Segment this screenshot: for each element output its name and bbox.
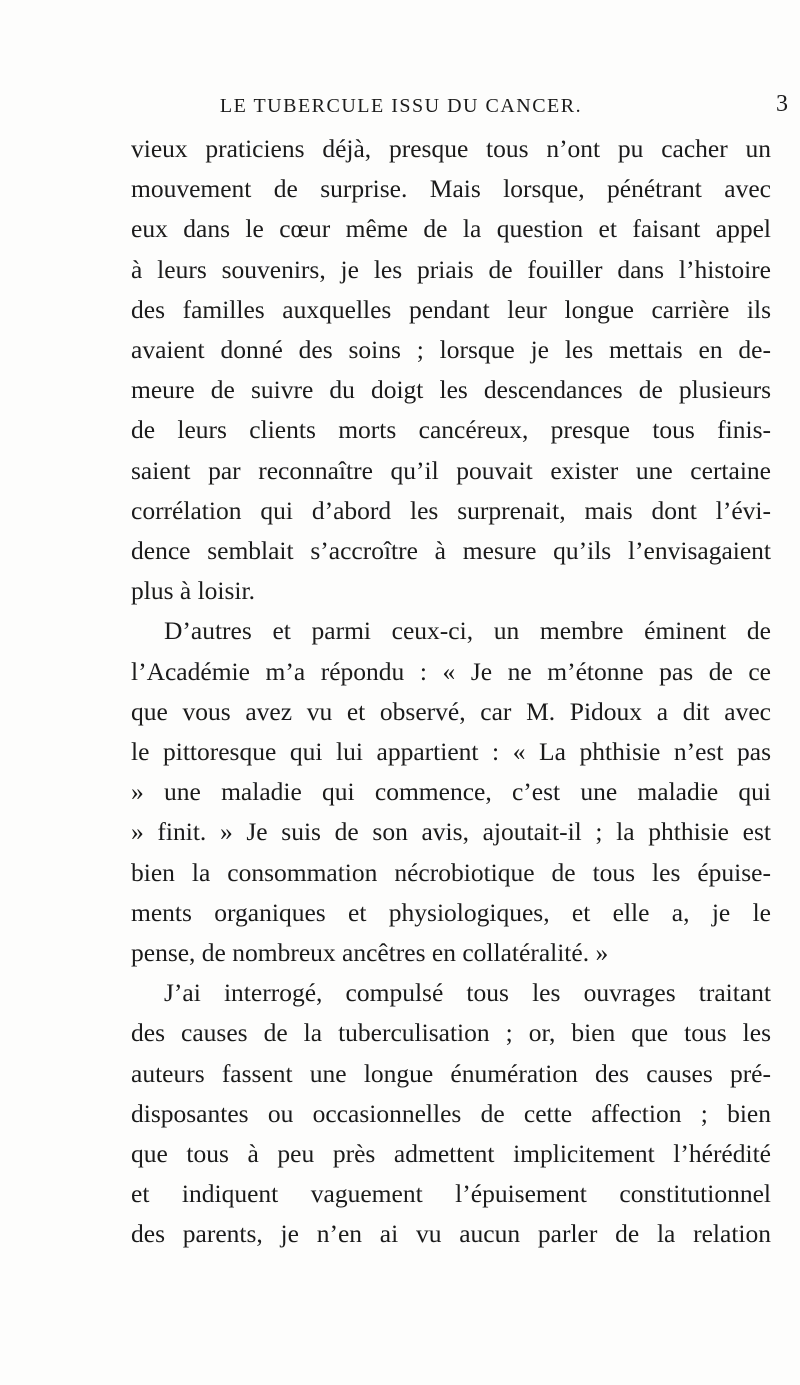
text-line: mouvement de surprise. Mais lorsque, pénétrant avec: [131, 174, 771, 204]
text-line: » une maladie qui commence, c’est une maladie qui: [131, 777, 771, 807]
text-line: dence semblait s’accroître à mesure qu’ils l’envisagaient: [131, 536, 771, 566]
text-line: meure de suivre du doigt les descendances de plusieurs: [131, 375, 771, 405]
text-line: D’autres et parmi ceux-ci, un membre éminent de: [164, 616, 771, 646]
text-line: à leurs souvenirs, je les priais de fouiller dans l’histoire: [131, 254, 771, 284]
text-line: disposantes ou occasionnelles de cette affection ; bien: [131, 1098, 771, 1128]
text-line: J’ai interrogé, compulsé tous les ouvrages traitant: [164, 978, 771, 1008]
body-text: [131, 129, 771, 1255]
text-line: vieux praticiens déjà, presque tous n’ont pu cacher un: [131, 134, 771, 163]
text-line: plus à loisir.: [131, 576, 255, 606]
page-number: 3: [776, 91, 788, 117]
running-head: LE TUBERCULE ISSU DU CANCER.: [219, 95, 583, 117]
text-line: pense, de nombreux ancêtres en collatéralité. »: [131, 938, 609, 968]
text-line: des causes de la tuberculisation ; or, bien que tous les: [131, 1018, 771, 1048]
text-line: auteurs fassent une longue énumération des causes pré-: [131, 1058, 771, 1088]
text-line: saient par reconnaître qu’il pouvait exister une certaine: [131, 455, 771, 485]
text-line: de leurs clients morts cancéreux, presque tous finis-: [131, 415, 771, 445]
text-line: avaient donné des soins ; lorsque je les mettais en de-: [131, 335, 771, 365]
text-line: que vous avez vu et observé, car M. Pidoux a dit avec: [131, 696, 771, 726]
text-line: l’Académie m’a répondu : « Je ne m’étonne pas de ce: [131, 656, 771, 686]
text-line: corrélation qui d’abord les surprenait, mais dont l’évi-: [131, 495, 771, 525]
text-line: » finit. » Je suis de son avis, ajoutait-il ; la phthisie est: [131, 817, 771, 847]
text-line: eux dans le cœur même de la question et faisant appel: [131, 214, 771, 244]
text-line: des familles auxquelles pendant leur longue carrière ils: [131, 294, 771, 324]
text-line: le pittoresque qui lui appartient : « La phthisie n’est pas: [131, 737, 771, 767]
text-line: bien la consommation nécrobiotique de tous les épuise-: [131, 857, 771, 887]
text-line: des parents, je n’en ai vu aucun parler de la relation: [131, 1219, 771, 1249]
text-line: ments organiques et physiologiques, et elle a, je le: [131, 897, 771, 927]
text-line: que tous à peu près admettent implicitement l’hérédité: [131, 1139, 771, 1169]
text-line: et indiquent vaguement l’épuisement constitutionnel: [131, 1179, 771, 1209]
